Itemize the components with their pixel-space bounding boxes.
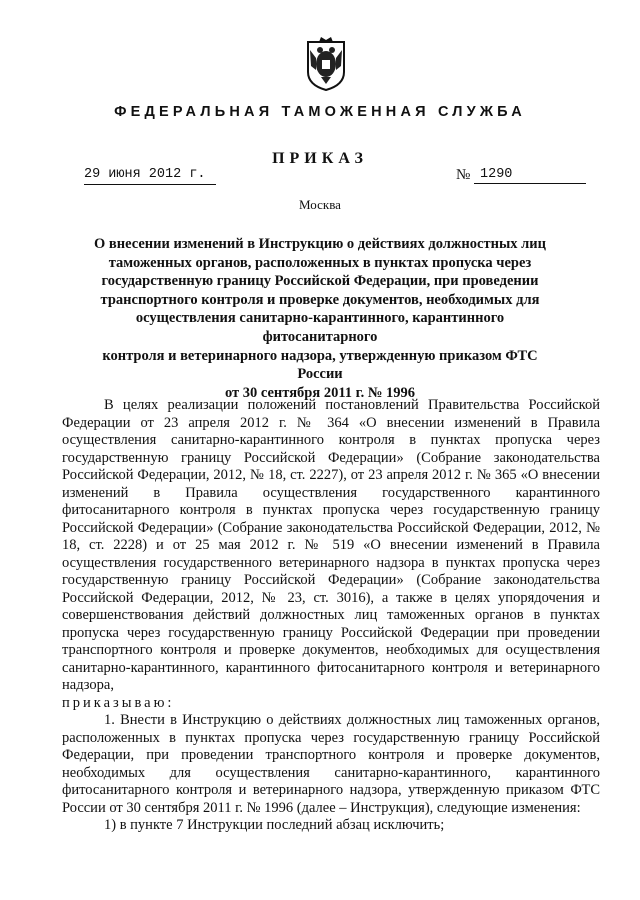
heading-line: О внесении изменений в Инструкцию о действиях должностных лиц [94,236,546,252]
heading-line: государственную границу Российской Федерации, при проведении [101,273,539,290]
heading-line: транспортного контроля и проверке документов, необходимых для [100,291,540,308]
heading-line: от 30 сентября 2011 г. № 1996 [224,384,416,401]
number-sign: № [456,167,471,183]
subitem-1-paragraph: 1) в пункте 7 Инструкции последний абзац исключить; [104,817,445,833]
order-date: 29 июня 2012 г. [84,166,216,185]
preamble-paragraph: В целях реализации положений постановлений Правительства Российской Федерации от 23 апреля 2012 г. № 364 «О внесении изменений в Правила осуществления санитарно-карантинного контроля в пунктах пропуска через государственную границу Российской Федерации» (Собрание законодательства Российской Федерации, 2012, № 18, ст. 2227), от 23 апреля 2012 г. № 365 «О внесении изменений в Правила осуществления государственного карантинного фитосанитарного контроля в пунктах пропуска через государственную границу Российской Федерации» (Собрание законодательства Российской Федерации, 2012, № 18, ст. 2228) и от 25 мая 2012 г. № 519 «О внесении изменений в Правила осуществления государственного ветеринарного надзора в пунктах пропуска через государственную границу Российской Федерации» (Собрание законодательства Российской Федерации, 2012, № 23, ст. 3016), а также в целях упорядочения и совершенствования действий должностных лиц таможенных органов в пунктах пропуска через государственную границу Российской Федерации при проведении транспортного контроля и проверке документов, необходимых для осуществления санитарно-карантинного, карантинного фитосанитарного контроля и ветеринарного надзора, [62,397,600,693]
order-word-line [62,695,600,713]
order-heading [80,235,560,402]
city: Москва [299,197,341,212]
heading-line: контроля и ветеринарного надзора, утвержденную приказом ФТС России [102,347,538,383]
coat-of-arms-icon [305,36,347,92]
agency-name: ФЕДЕРАЛЬНАЯ ТАМОЖЕННАЯ СЛУЖБА [114,104,526,120]
order-word: приказываю: [62,694,175,711]
item-1-paragraph: 1. Внести в Инструкцию о действиях должностных лиц таможенных органов, расположенных в пунктах пропуска через государственную границу Российской Федерации, при проведении транспортного контроля и проверке документов, необходимых для осуществления санитарно-карантинного, карантинного фитосанитарного контроля и ветеринарного надзора, утвержденную приказом ФТС России от 30 сентября 2011 г. № 1996 (далее – Инструкция), следующие изменения: [62,712,600,816]
document-body [62,397,600,835]
heading-line: осуществления санитарно-карантинного, карантинного фитосанитарного [135,310,505,345]
order-number: 1290 [474,166,586,184]
heading-line: таможенных органов, расположенных в пунктах пропуска через [108,254,532,271]
document-type: ПРИКАЗ [272,150,368,167]
